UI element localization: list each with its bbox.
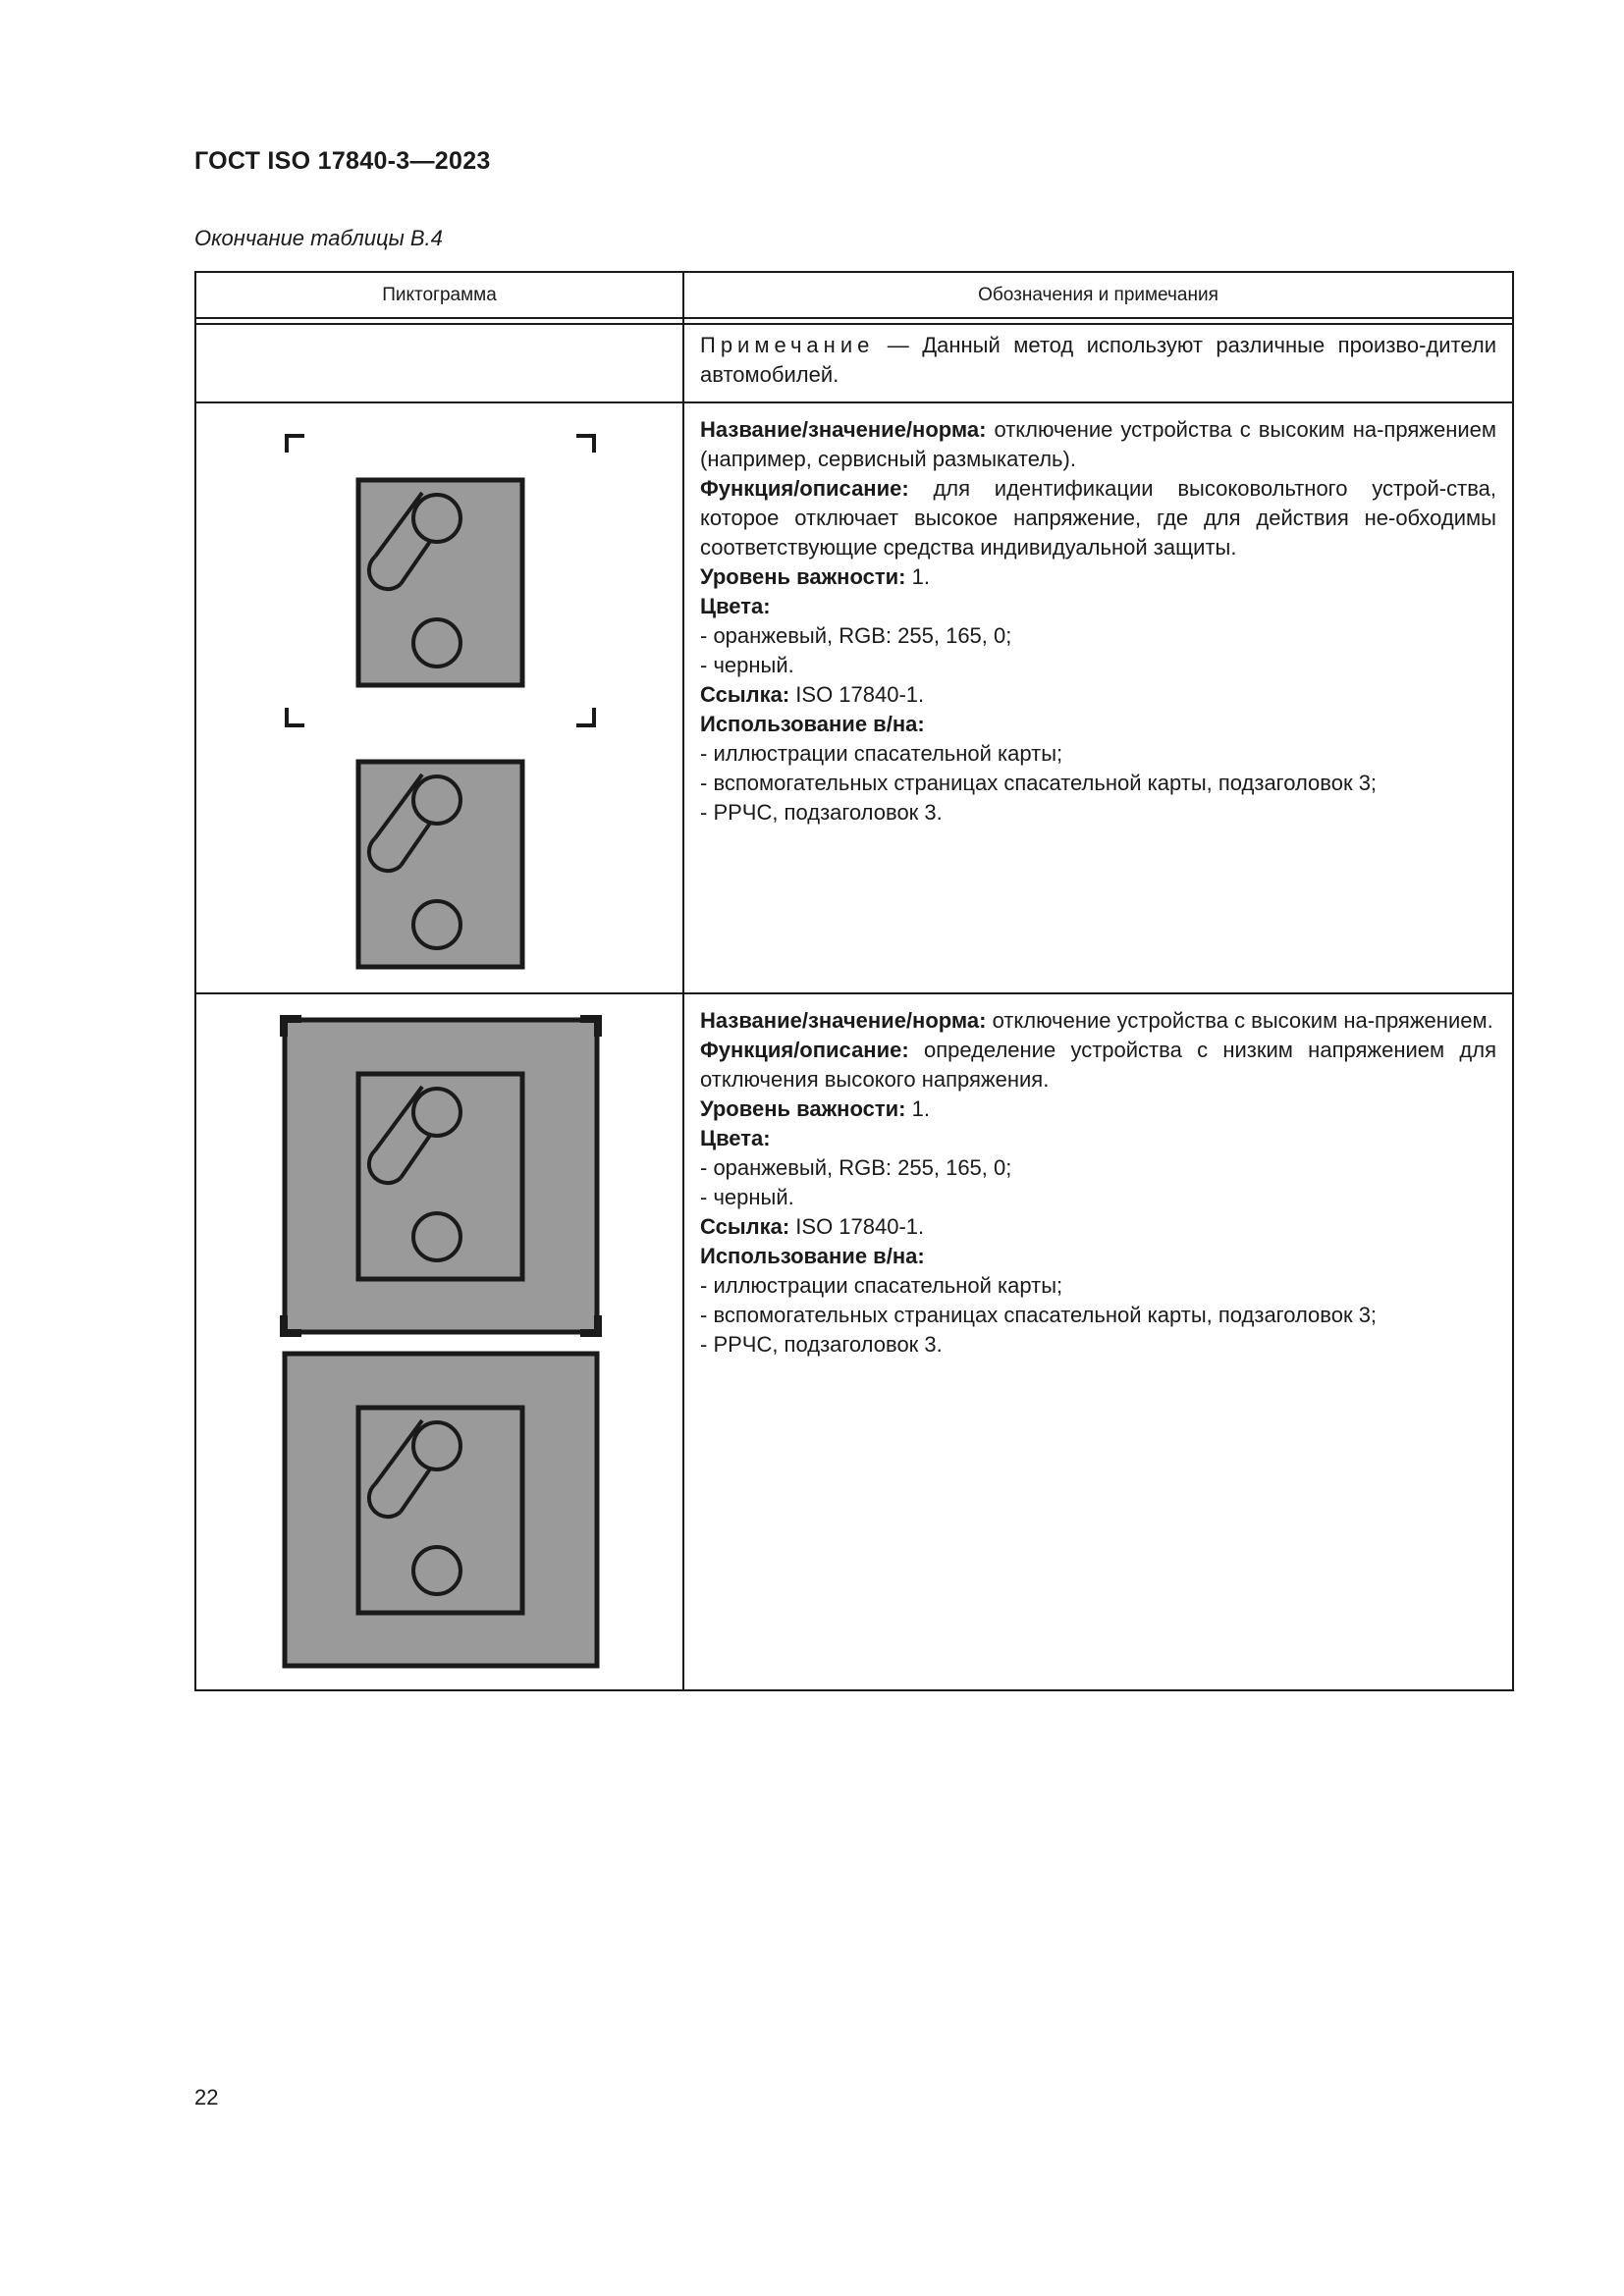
table-row [195, 993, 1513, 1690]
hv-disconnect-switch-icon [358, 762, 522, 967]
color-item: - оранжевый, RGB: 255, 165, 0; [700, 1155, 1012, 1180]
usage-item: - РРЧС, подзаголовок 3. [700, 1332, 943, 1357]
column-header-notes: Обозначения и примечания [683, 272, 1513, 318]
usage-item: - РРЧС, подзаголовок 3. [700, 800, 943, 825]
hv-disconnect-switch-framed-icon [280, 1015, 602, 1337]
usage-item: - иллюстрации спасательной карты; [700, 741, 1063, 766]
color-item: - оранжевый, RGB: 255, 165, 0; [700, 623, 1012, 648]
note-body: — Данный метод используют различные произво-дители автомобилей. [700, 333, 1496, 387]
importance-line: Уровень важности: 1. [700, 564, 930, 589]
usage-item: - иллюстрации спасательной карты; [700, 1273, 1063, 1298]
table-row-note [195, 324, 1513, 402]
reference-line: Ссылка: ISO 17840-1. [700, 1214, 925, 1239]
empty-pictogram-cell [195, 324, 683, 402]
color-item: - черный. [700, 653, 794, 677]
colors-label: Цвета: [700, 594, 771, 618]
hv-disconnect-switch-boxed-icon [285, 1354, 597, 1666]
colors-label: Цвета: [700, 1126, 771, 1150]
function-line: Функция/описание: для идентификации высоковольтного устрой-ства, которое отключает высокое напряжение, где для действия не-обходимы соответствующие средства индивидуальной защиты. [700, 476, 1496, 560]
description-block [684, 403, 1512, 839]
usage-item: - вспомогательных страницах спасательной карты, подзаголовок 3; [700, 771, 1378, 795]
importance-line: Уровень важности: 1. [700, 1096, 930, 1121]
name-line: Название/значение/норма: отключение устройства с высоким на-пряжением. [700, 1008, 1493, 1033]
color-item: - черный. [700, 1185, 794, 1209]
usage-label: Использование в/на: [700, 1244, 925, 1268]
pictogram-cell [195, 993, 683, 1690]
document-header: ГОСТ ISO 17840-3—2023 [194, 147, 491, 175]
pictogram-cell [195, 402, 683, 993]
pictogram-set-boxed [196, 994, 684, 1689]
hv-disconnect-switch-icon [358, 480, 522, 685]
function-line: Функция/описание: определение устройства с низким напряжением для отключения высокого напряжения. [700, 1038, 1496, 1092]
note-label: Примечание [700, 333, 875, 357]
description-block [684, 994, 1512, 1371]
usage-label: Использование в/на: [700, 712, 925, 736]
pictogram-table [194, 271, 1514, 1691]
usage-item: - вспомогательных страницах спасательной карты, подзаголовок 3; [700, 1303, 1378, 1327]
note-text [684, 325, 1512, 401]
pictogram-set-framed [196, 403, 684, 992]
name-line: Название/значение/норма: отключение устройства с высоким на-пряжением (например, сервисный размыкатель). [700, 417, 1496, 471]
column-header-pictogram: Пиктограмма [195, 272, 683, 318]
page-number: 22 [194, 2085, 219, 2109]
table-caption: Окончание таблицы В.4 [194, 226, 443, 250]
reference-line: Ссылка: ISO 17840-1. [700, 682, 925, 707]
table-row [195, 402, 1513, 993]
